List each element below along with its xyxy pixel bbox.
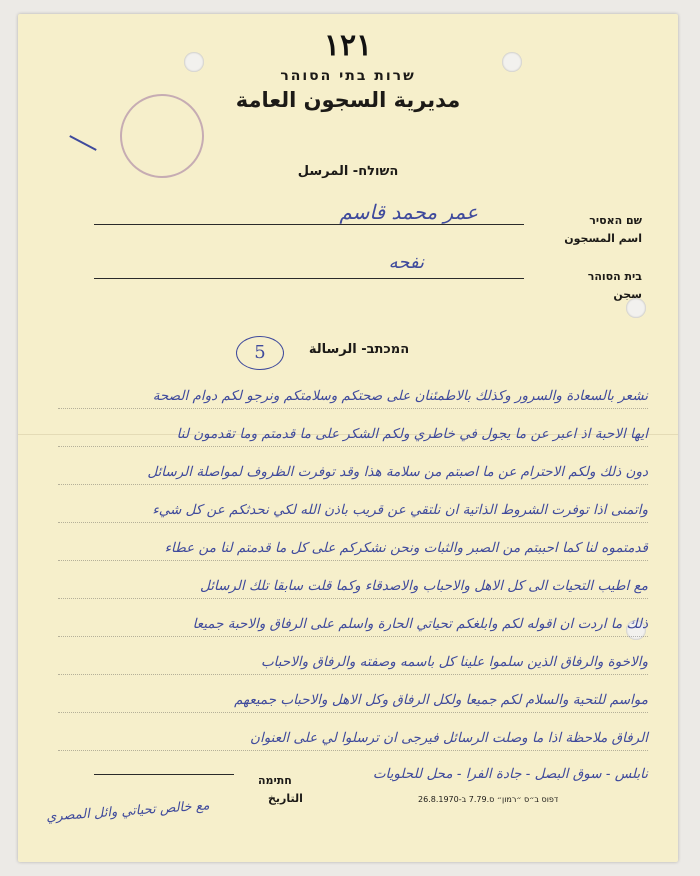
prison-label-he: בית הסוהר [587, 270, 642, 283]
letter-line: مع اطيب التحيات الى كل الاهل والاحباب والاصدقاء وكما قلت سابقا تلك الرسائل [200, 578, 648, 594]
date-label: التاريخ [268, 792, 303, 805]
sender-section-title: השולח- المرسل [297, 164, 399, 179]
name-label-he: שם האסיר [589, 214, 642, 227]
letter-line: واتمنى اذا توفرت الشروط الذاتية ان نلتقي عن قريب باذن الله لكي نحدثكم عن كل شيء [152, 502, 648, 518]
pen-mark [69, 135, 96, 151]
letter-line: نابلس - سوق البصل - جادة الفرا - محل للحلويات [372, 766, 648, 782]
writing-line [58, 598, 648, 599]
hebrew-header: שרות בתי הסוהר [280, 68, 416, 84]
name-label-ar: اسم المسجون [564, 232, 642, 245]
arabic-header: مديرية السجون العامة [235, 88, 461, 112]
letter-line: نشعر بالسعادة والسرور وكذلك بالاطمئنان على صحتكم وسلامتكم ونرجو لكم دوام الصحة [152, 388, 648, 404]
letter-line: ايها الاحبة اذ اعبر عن ما يجول في خاطري ولكم الشكر على ما قدمتم وما تقدمون لنا [176, 426, 648, 442]
prisoner-name-value: عمر محمد قاسم [339, 200, 478, 224]
writing-line [58, 560, 648, 561]
letter-section-title: המכתב- الرسالة [308, 342, 410, 357]
letter-line: مواسم للتحية والسلام لكم جميعا ولكل الرفاق وكل الاهل والاحباب جميعهم [234, 692, 648, 708]
prison-value: نفحه [388, 252, 424, 273]
prison-line [94, 278, 524, 279]
letter-number-circle: 5 [236, 336, 284, 370]
prison-label-ar: سجن [613, 288, 642, 301]
letter-line: قدمتموه لنا كما احببتم من الصبر والثبات ونحن نشكركم على كل ما قدمتم لنا من عطاء [164, 540, 648, 556]
margin-note: مع خالص تحياتي وائل المصري [45, 798, 211, 825]
writing-line [58, 674, 648, 675]
writing-line [58, 522, 648, 523]
print-info: דפוס ב״ס ״רמון״ ס.7.79 ב-26.8.1970 [418, 795, 559, 804]
writing-line [58, 484, 648, 485]
letter-line: والاخوة والرفاق الذين سلموا علينا كل باسمه وصفته والرفاق والاحباب [260, 654, 648, 670]
letter-line: ذلك ما اردت ان اقوله لكم وابلغكم تحياتي الحارة واسلم على الرفاق والاحبة جميعا [192, 616, 648, 632]
writing-line [58, 636, 648, 637]
writing-line [58, 750, 648, 751]
document-number: ١٢١ [323, 28, 373, 63]
name-line [94, 224, 524, 225]
writing-line [58, 408, 648, 409]
signature-label-he: חתימה [258, 774, 292, 787]
letter-line: الرفاق ملاحظة اذا ما وصلت الرسائل فيرجى ان ترسلوا لي على العنوان [250, 730, 648, 746]
letter-line: دون ذلك ولكم الاحترام عن ما اصبتم من سلامة هذا وقد توفرت الظروف لمواصلة الرسائل [147, 464, 648, 480]
writing-line [58, 712, 648, 713]
writing-line [58, 446, 648, 447]
letter-sheet [18, 14, 678, 862]
date-line [94, 774, 234, 775]
punch-hole [626, 298, 646, 318]
